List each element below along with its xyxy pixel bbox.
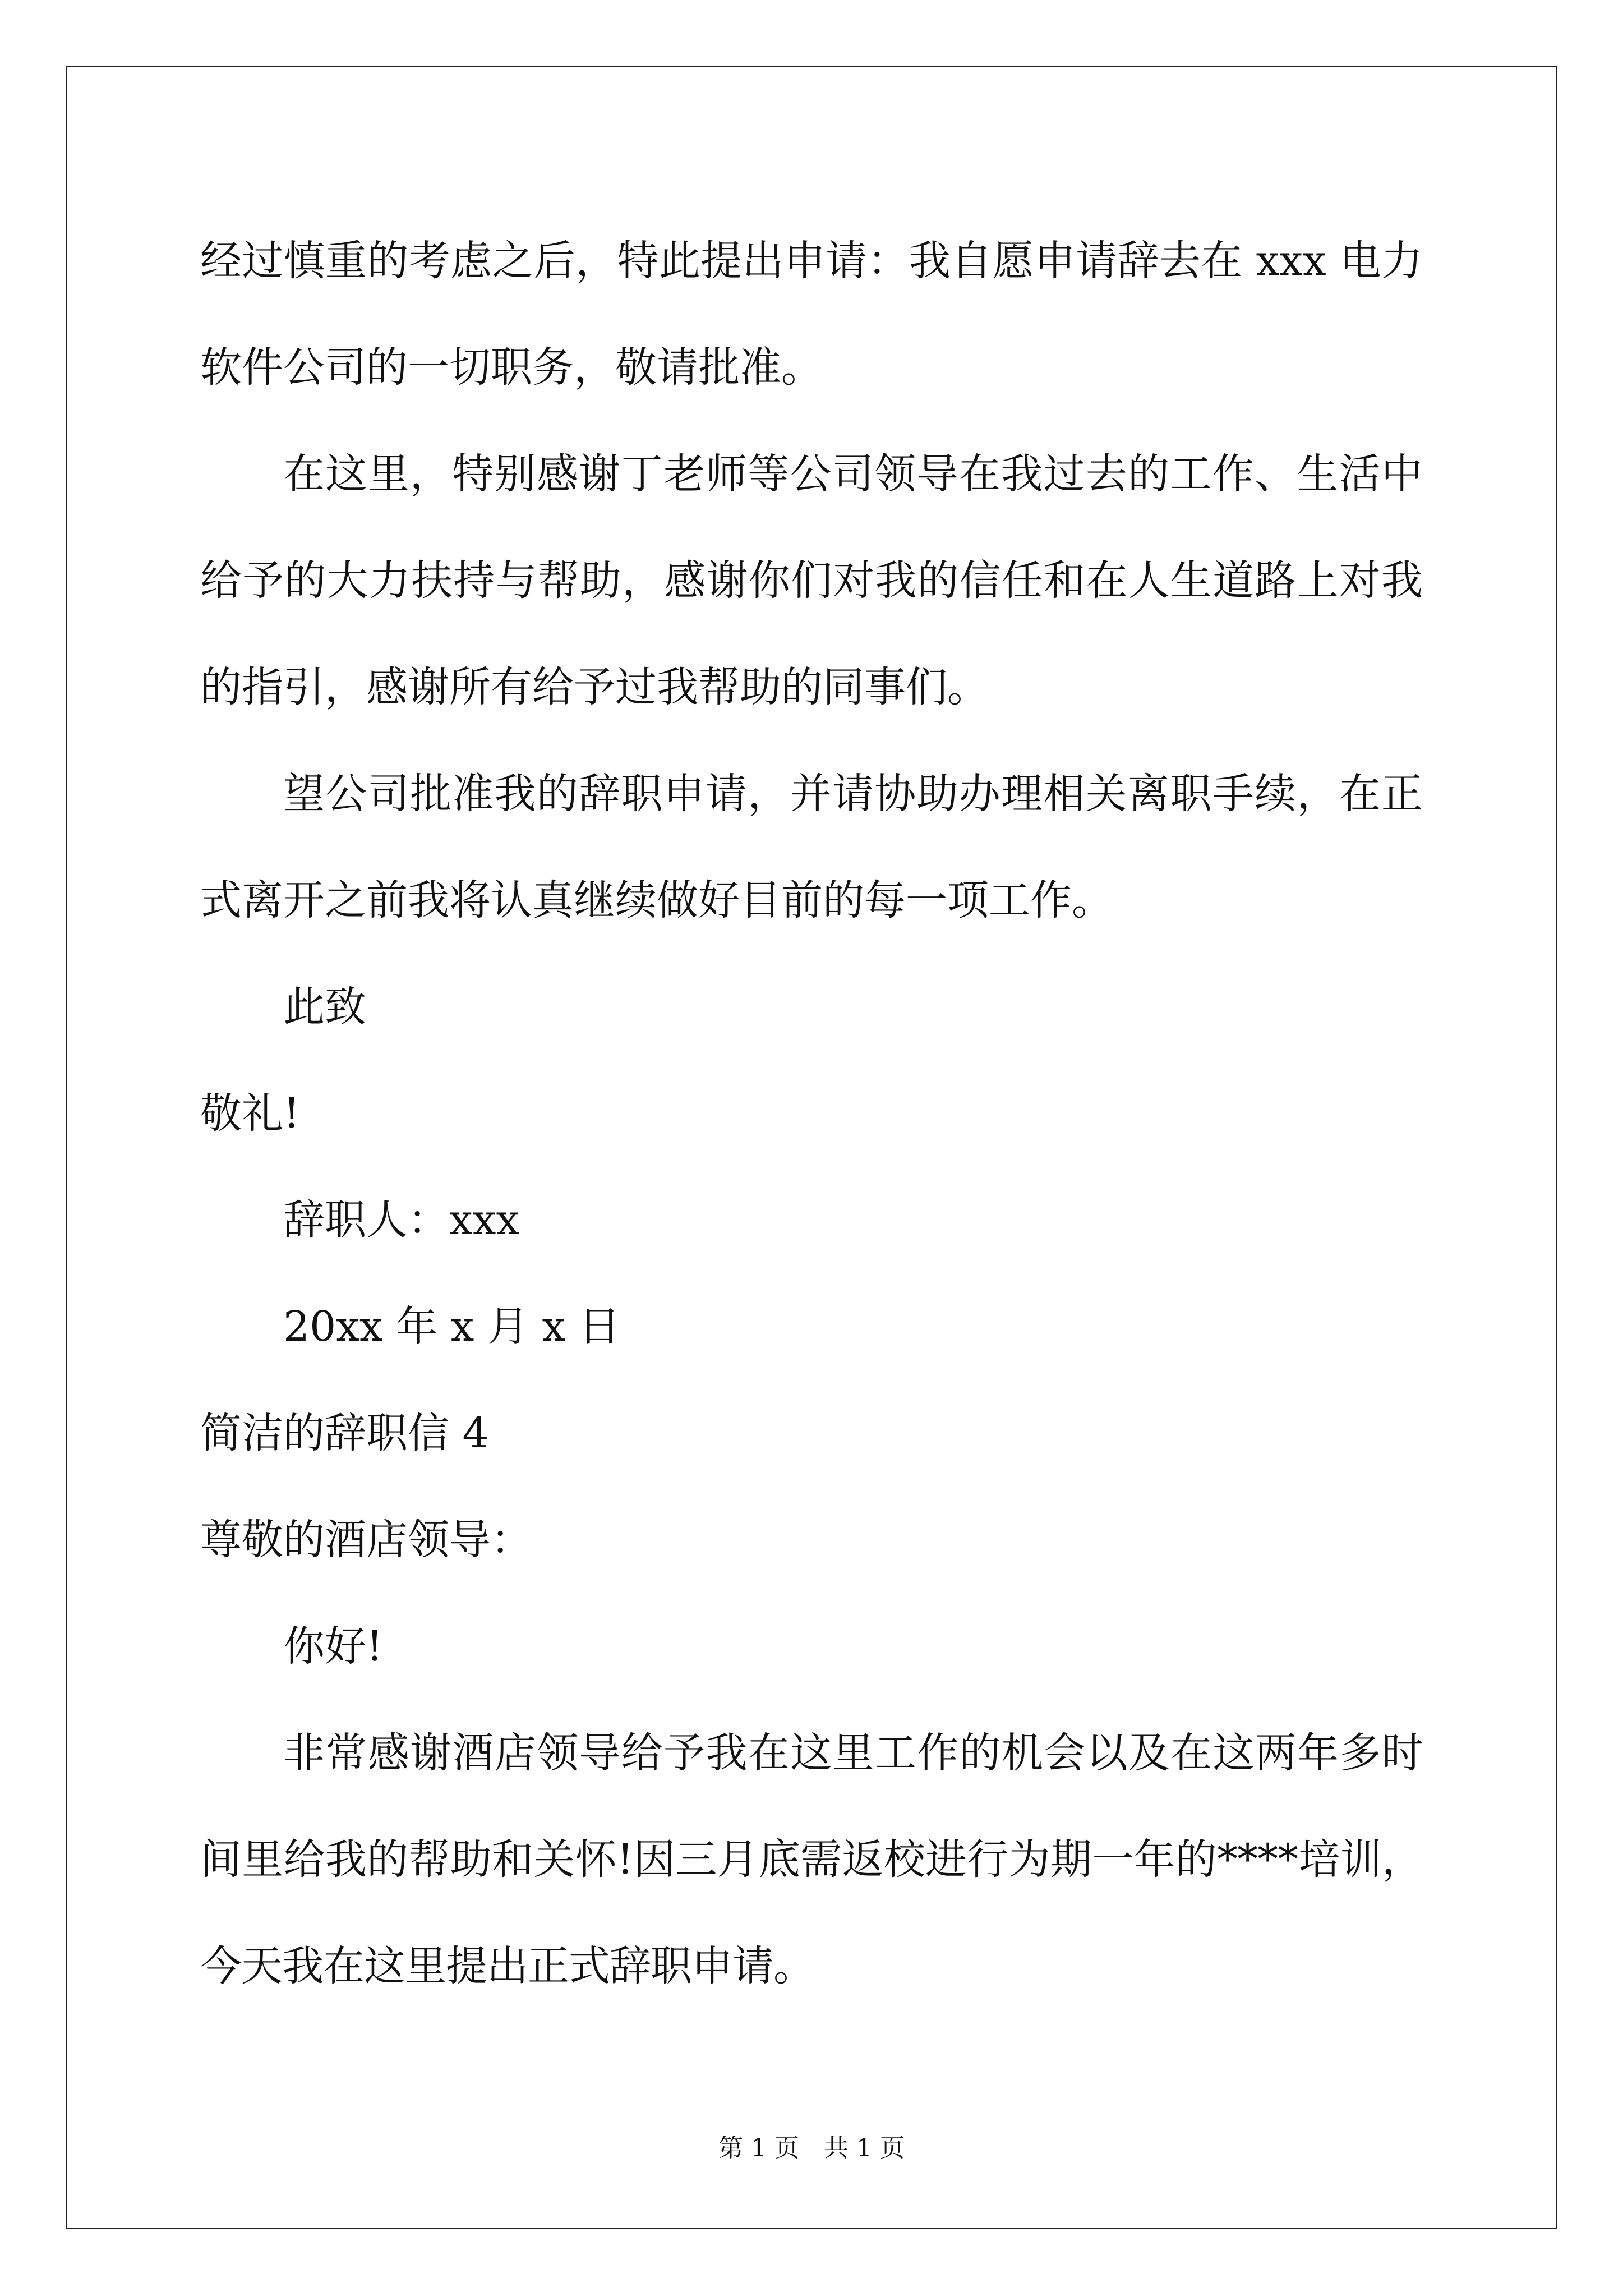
date-line: 20xx 年 x 月 x 日 — [283, 1303, 620, 1351]
signer-line: 辞职人：xxx — [283, 1196, 520, 1244]
paragraph-3: 望公司批准我的辞职申请，并请协助办理相关离职手续，在正式离开之前我将认真继续做好目前的每一项工作。 — [200, 770, 1423, 924]
page-number-footer: 第 1 页 共 1 页 — [718, 2134, 905, 2162]
paragraph-body: 非常感谢酒店领导给予我在这里工作的机会以及在这两年多时间里给我的帮助和关怀!因三月底需返校进行为期一年的****培训，今天我在这里提出正式辞职申请。 — [200, 1729, 1423, 1990]
document-body — [200, 208, 1423, 2019]
greeting-recipient: 尊敬的酒店领导： — [200, 1516, 532, 1564]
closing-line: 此致 — [283, 983, 366, 1031]
section-heading: 简洁的辞职信 4 — [200, 1409, 489, 1457]
paragraph-1: 经过慎重的考虑之后，特此提出申请：我自愿申请辞去在 xxx 电力软件公司的一切职务，敬请批准。 — [200, 237, 1423, 392]
salutation-line: 敬礼! — [200, 1089, 300, 1138]
paragraph-2: 在这里，特别感谢丁老师等公司领导在我过去的工作、生活中给予的大力扶持与帮助，感谢你们对我的信任和在人生道路上对我的指引，感谢所有给予过我帮助的同事们。 — [200, 450, 1423, 711]
greeting: 你好! — [283, 1622, 383, 1671]
